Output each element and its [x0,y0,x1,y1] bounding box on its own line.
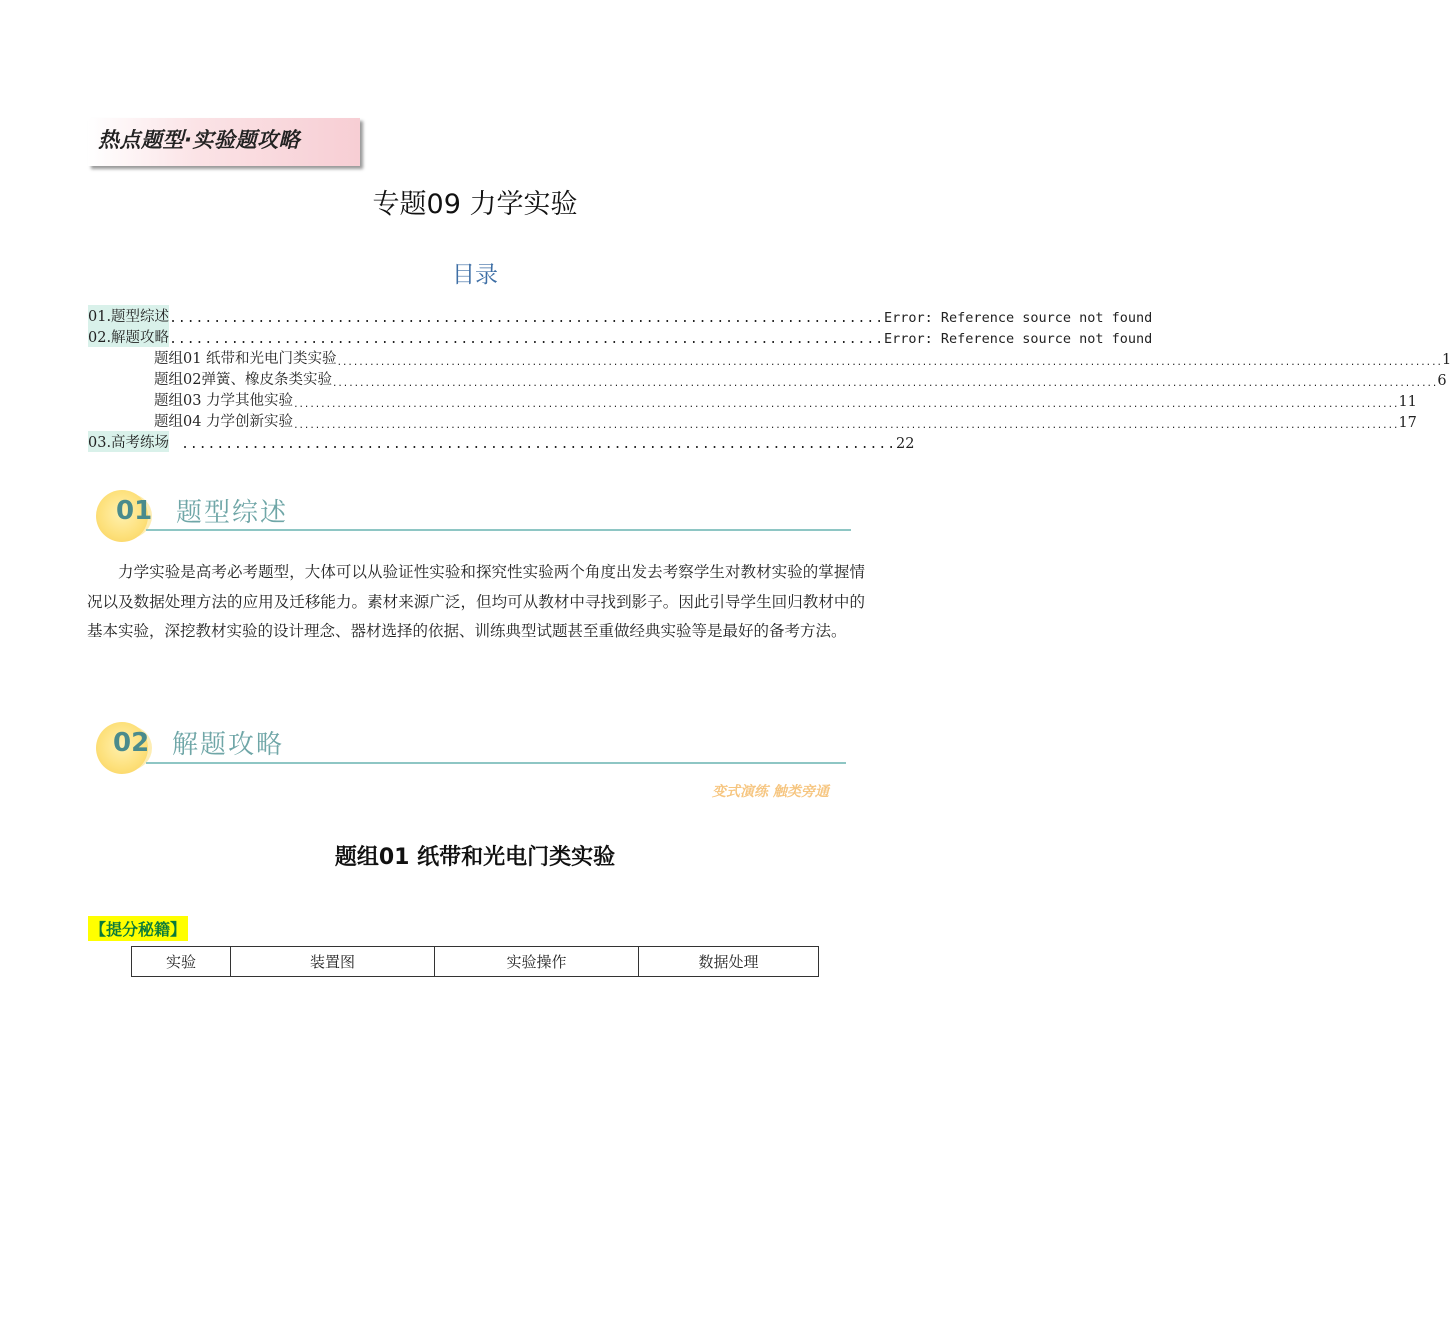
overview-paragraph: 力学实验是高考必考题型，大体可以从验证性实验和探究性实验两个角度出发去考察学生对教材实验的掌握情况以及数据处理方法的应用及迁移能力。素材来源广泛，但均可从教材中寻找到影子。因此引导学生回归教材中的基本实验，深挖教材实验的设计理念、器材选择的依据、训练典型试题甚至重做经典实验等是最好的备考方法。 [87,563,865,640]
toc-leader: ............................................................................................................................................................................................................ [336,358,1442,368]
toc-entry[interactable] [154,369,1447,389]
toc-entry[interactable] [88,432,915,452]
toc-entry-page: 17 [1398,415,1417,431]
experiment-table [131,946,819,977]
toc-entry-label: 题组02弹簧、橡皮条类实验 [154,372,332,388]
toc-entry-label: 02.解题攻略 [88,326,169,347]
toc-entry-page: 6 [1437,373,1447,389]
toc-entry-label: 题组04 力学创新实验 [154,414,294,430]
toc-entry-page: 22 [896,436,915,452]
section-header-strategy [96,716,856,776]
toc-entry-label: 01.题型综述 [88,305,169,326]
toc-entry[interactable] [154,411,1417,431]
table-header-cell: 装置图 [231,947,435,977]
toc-title: 目录 [452,262,498,288]
toc-leader: ............................................................................................................................................................................................................ [331,379,1438,389]
table-header-cell: 实验 [132,947,231,977]
tip-label: 【提分秘籍】 [88,916,188,941]
toc-entry-label: 题组03 力学其他实验 [154,393,294,409]
toc-entry-page: Error: Reference source not found [884,331,1153,347]
toc-entry-label: 03.高考练场 [88,431,169,452]
section-header-overview [96,484,856,544]
section-number: 01 [116,496,153,526]
toc-leader: ................................................................................. [169,311,885,326]
banner-text: 热点题型·实验题攻略 [98,128,300,152]
toc-entry-label: 题组01 纸带和光电门类实验 [154,351,337,367]
section-number: 02 [113,728,150,758]
toc-entry[interactable] [154,348,1451,368]
section-tagline: 变式演练 触类旁通 [712,784,829,800]
toc-entry-page: Error: Reference source not found [884,310,1153,326]
section-divider [146,762,846,764]
toc-leader: ............................................................................................................................................................................................................ [293,421,1399,431]
toc-leader: ................................................................................. [169,332,885,347]
toc-leader: ............................................................................................................................................................................................................ [293,400,1399,410]
toc-leader: ................................................................................. [181,437,897,452]
toc-entry-page: 11 [1398,394,1417,410]
section-label: 题型综述 [176,498,289,528]
section-label: 解题攻略 [172,730,285,760]
group-title: 题组01 纸带和光电门类实验 [334,845,616,870]
table-header-cell: 数据处理 [639,947,819,977]
table-header-row [132,947,819,977]
topic-banner [88,118,360,166]
toc-entry[interactable] [88,306,1153,326]
toc-entry-page: 1 [1441,352,1451,368]
toc-entry[interactable] [88,327,1153,347]
section-divider [146,529,851,531]
toc-entry[interactable] [154,390,1417,410]
table-header-cell: 实验操作 [435,947,639,977]
document-title: 专题09 力学实验 [372,189,578,220]
